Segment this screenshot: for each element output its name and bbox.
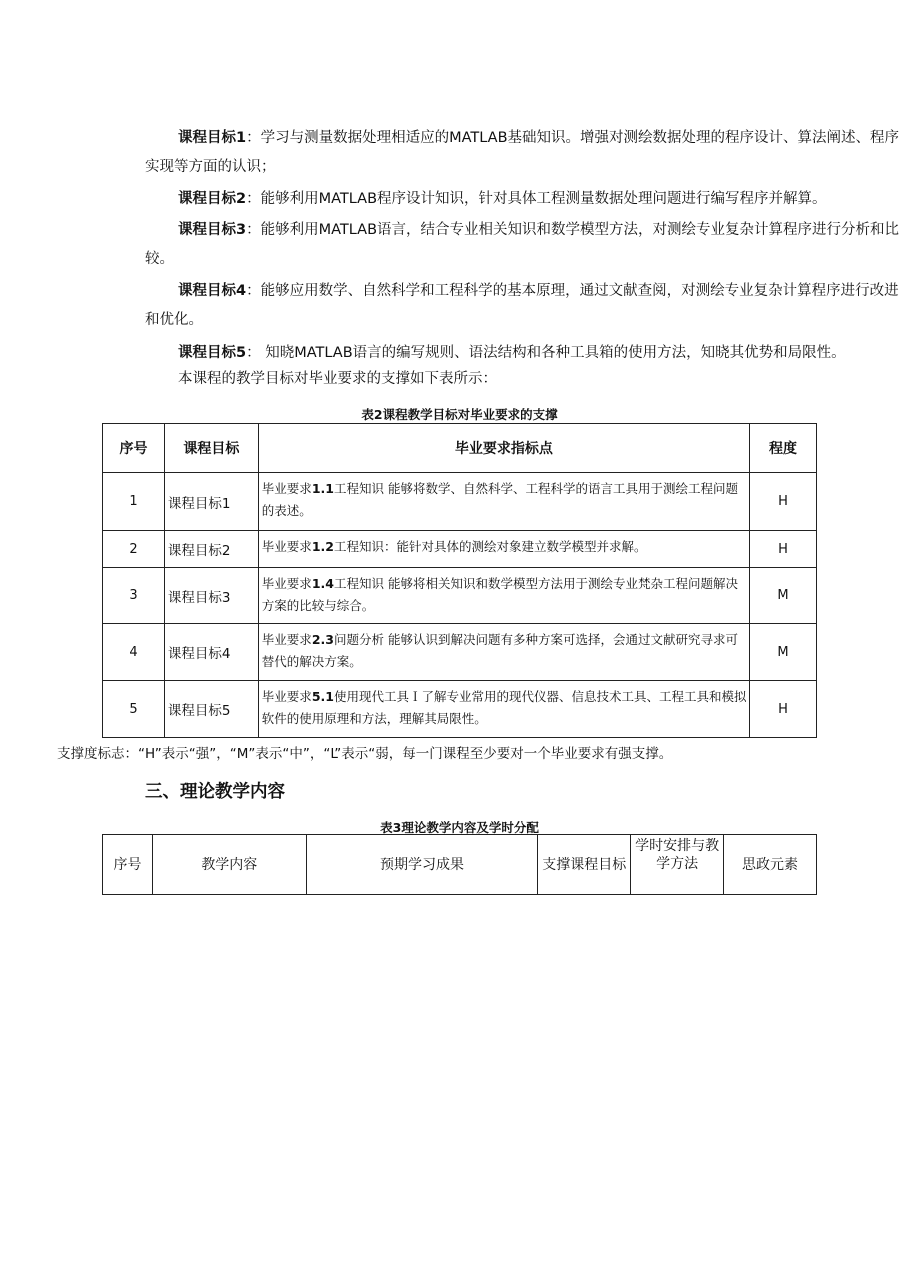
- table-row: [103, 681, 817, 738]
- support-legend-note: 支撑度标志：“H”表示“强”，“M”表示“中”，“L”表示“弱，每一门课程至少要对一个毕业要求有强支撑。: [57, 746, 673, 762]
- goal-paragraph-5: 课程目标5： 知晓MATLAB语言的编写规则、语法结构和各种工具箱的使用方法，知晓其优势和局限性。: [178, 345, 846, 361]
- section-title: 三、理论教学内容: [145, 782, 285, 802]
- header-no: 序号: [103, 424, 165, 473]
- table-row: [103, 473, 817, 531]
- row-requirement: 毕业要求2.3问题分析 能够认识到解决问题有多种方案可选择，会通过文献研究寻求可替代的解决方案。: [258, 624, 749, 681]
- goal-label: 课程目标4: [178, 283, 247, 299]
- header-goal: 课程目标: [164, 424, 258, 473]
- table-row: [103, 624, 817, 681]
- header-supported-goal: 支撑课程目标: [538, 835, 631, 895]
- goal-paragraph-1: 课程目标1：学习与测量数据处理相适应的MATLAB基础知识。增强对测绘数据处理的程序设计、算法阐述、程序实现等方面的认识；: [145, 130, 900, 175]
- row-level: M: [750, 624, 817, 681]
- row-requirement: 毕业要求1.2工程知识：能针对具体的测绘对象建立数学模型并求解。: [258, 531, 749, 568]
- table-header-row: [103, 835, 817, 895]
- row-no: 2: [103, 531, 165, 568]
- row-no: 1: [103, 473, 165, 531]
- row-goal: 课程目标2: [164, 531, 258, 568]
- row-requirement: 毕业要求5.1使用现代工具Ｉ了解专业常用的现代仪器、信息技术工具、工程工具和模拟软件的使用原理和方法，理解其局限性。: [258, 681, 749, 738]
- goal-text: 学习与测量数据处理相适应的MATLAB基础知识。增强对测绘数据处理的程序设计、算法阐述、程序实现等方面的认识；: [145, 130, 900, 175]
- goal-label: 课程目标1: [178, 130, 247, 146]
- goal-text: 知晓MATLAB语言的编写规则、语法结构和各种工具箱的使用方法，知晓其优势和局限性。: [260, 345, 846, 361]
- support-table: [102, 423, 817, 738]
- table-header-row: [103, 424, 817, 473]
- header-requirement: 毕业要求指标点: [258, 424, 749, 473]
- goal-text: 能够应用数学、自然科学和工程科学的基本原理，通过文献查阅，对测绘专业复杂计算程序进行改进和优化。: [145, 283, 899, 328]
- table2-caption: 表2课程教学目标对毕业要求的支撑: [361, 407, 558, 422]
- row-level: M: [750, 568, 817, 624]
- header-content: 教学内容: [152, 835, 306, 895]
- row-goal: 课程目标1: [164, 473, 258, 531]
- table-row: [103, 531, 817, 568]
- row-goal: 课程目标3: [164, 568, 258, 624]
- table3-caption: 表3理论教学内容及学时分配: [380, 820, 539, 835]
- theory-content-table: [102, 834, 817, 895]
- row-level: H: [750, 531, 817, 568]
- row-no: 5: [103, 681, 165, 738]
- goal-label: 课程目标3: [178, 222, 247, 238]
- header-no: 序号: [103, 835, 153, 895]
- goal-label: 课程目标5: [178, 345, 247, 361]
- row-no: 3: [103, 568, 165, 624]
- goal-paragraph-4: 课程目标4：能够应用数学、自然科学和工程科学的基本原理，通过文献查阅，对测绘专业复杂计算程序进行改进和优化。: [145, 283, 899, 328]
- header-outcome: 预期学习成果: [306, 835, 538, 895]
- goal-text: 能够利用MATLAB程序设计知识，针对具体工程测量数据处理问题进行编写程序并解算。: [260, 191, 827, 207]
- row-goal: 课程目标4: [164, 624, 258, 681]
- intro-paragraph: 本课程的教学目标对毕业要求的支撑如下表所示：: [178, 371, 497, 387]
- goal-text: 能够利用MATLAB语言，结合专业相关知识和数学模型方法，对测绘专业复杂计算程序进行分析和比较。: [145, 222, 900, 267]
- table-row: [103, 568, 817, 624]
- row-level: H: [750, 473, 817, 531]
- row-level: H: [750, 681, 817, 738]
- row-requirement: 毕业要求1.1工程知识 能够将数学、自然科学、工程科学的语言工具用于测绘工程问题的表述。: [258, 473, 749, 531]
- row-goal: 课程目标5: [164, 681, 258, 738]
- goal-label: 课程目标2: [178, 191, 247, 207]
- header-level: 程度: [750, 424, 817, 473]
- goal-paragraph-3: 课程目标3：能够利用MATLAB语言，结合专业相关知识和数学模型方法，对测绘专业复杂计算程序进行分析和比较。: [145, 222, 900, 267]
- header-ideology: 思政元素: [724, 835, 817, 895]
- row-requirement: 毕业要求1.4工程知识 能够将相关知识和数学模型方法用于测绘专业梵杂工程问题解决方案的比较与综合。: [258, 568, 749, 624]
- header-hours-method: 学时安排与教学方法: [631, 835, 724, 895]
- goal-paragraph-2: 课程目标2：能够利用MATLAB程序设计知识，针对具体工程测量数据处理问题进行编写程序并解算。: [178, 191, 827, 207]
- row-no: 4: [103, 624, 165, 681]
